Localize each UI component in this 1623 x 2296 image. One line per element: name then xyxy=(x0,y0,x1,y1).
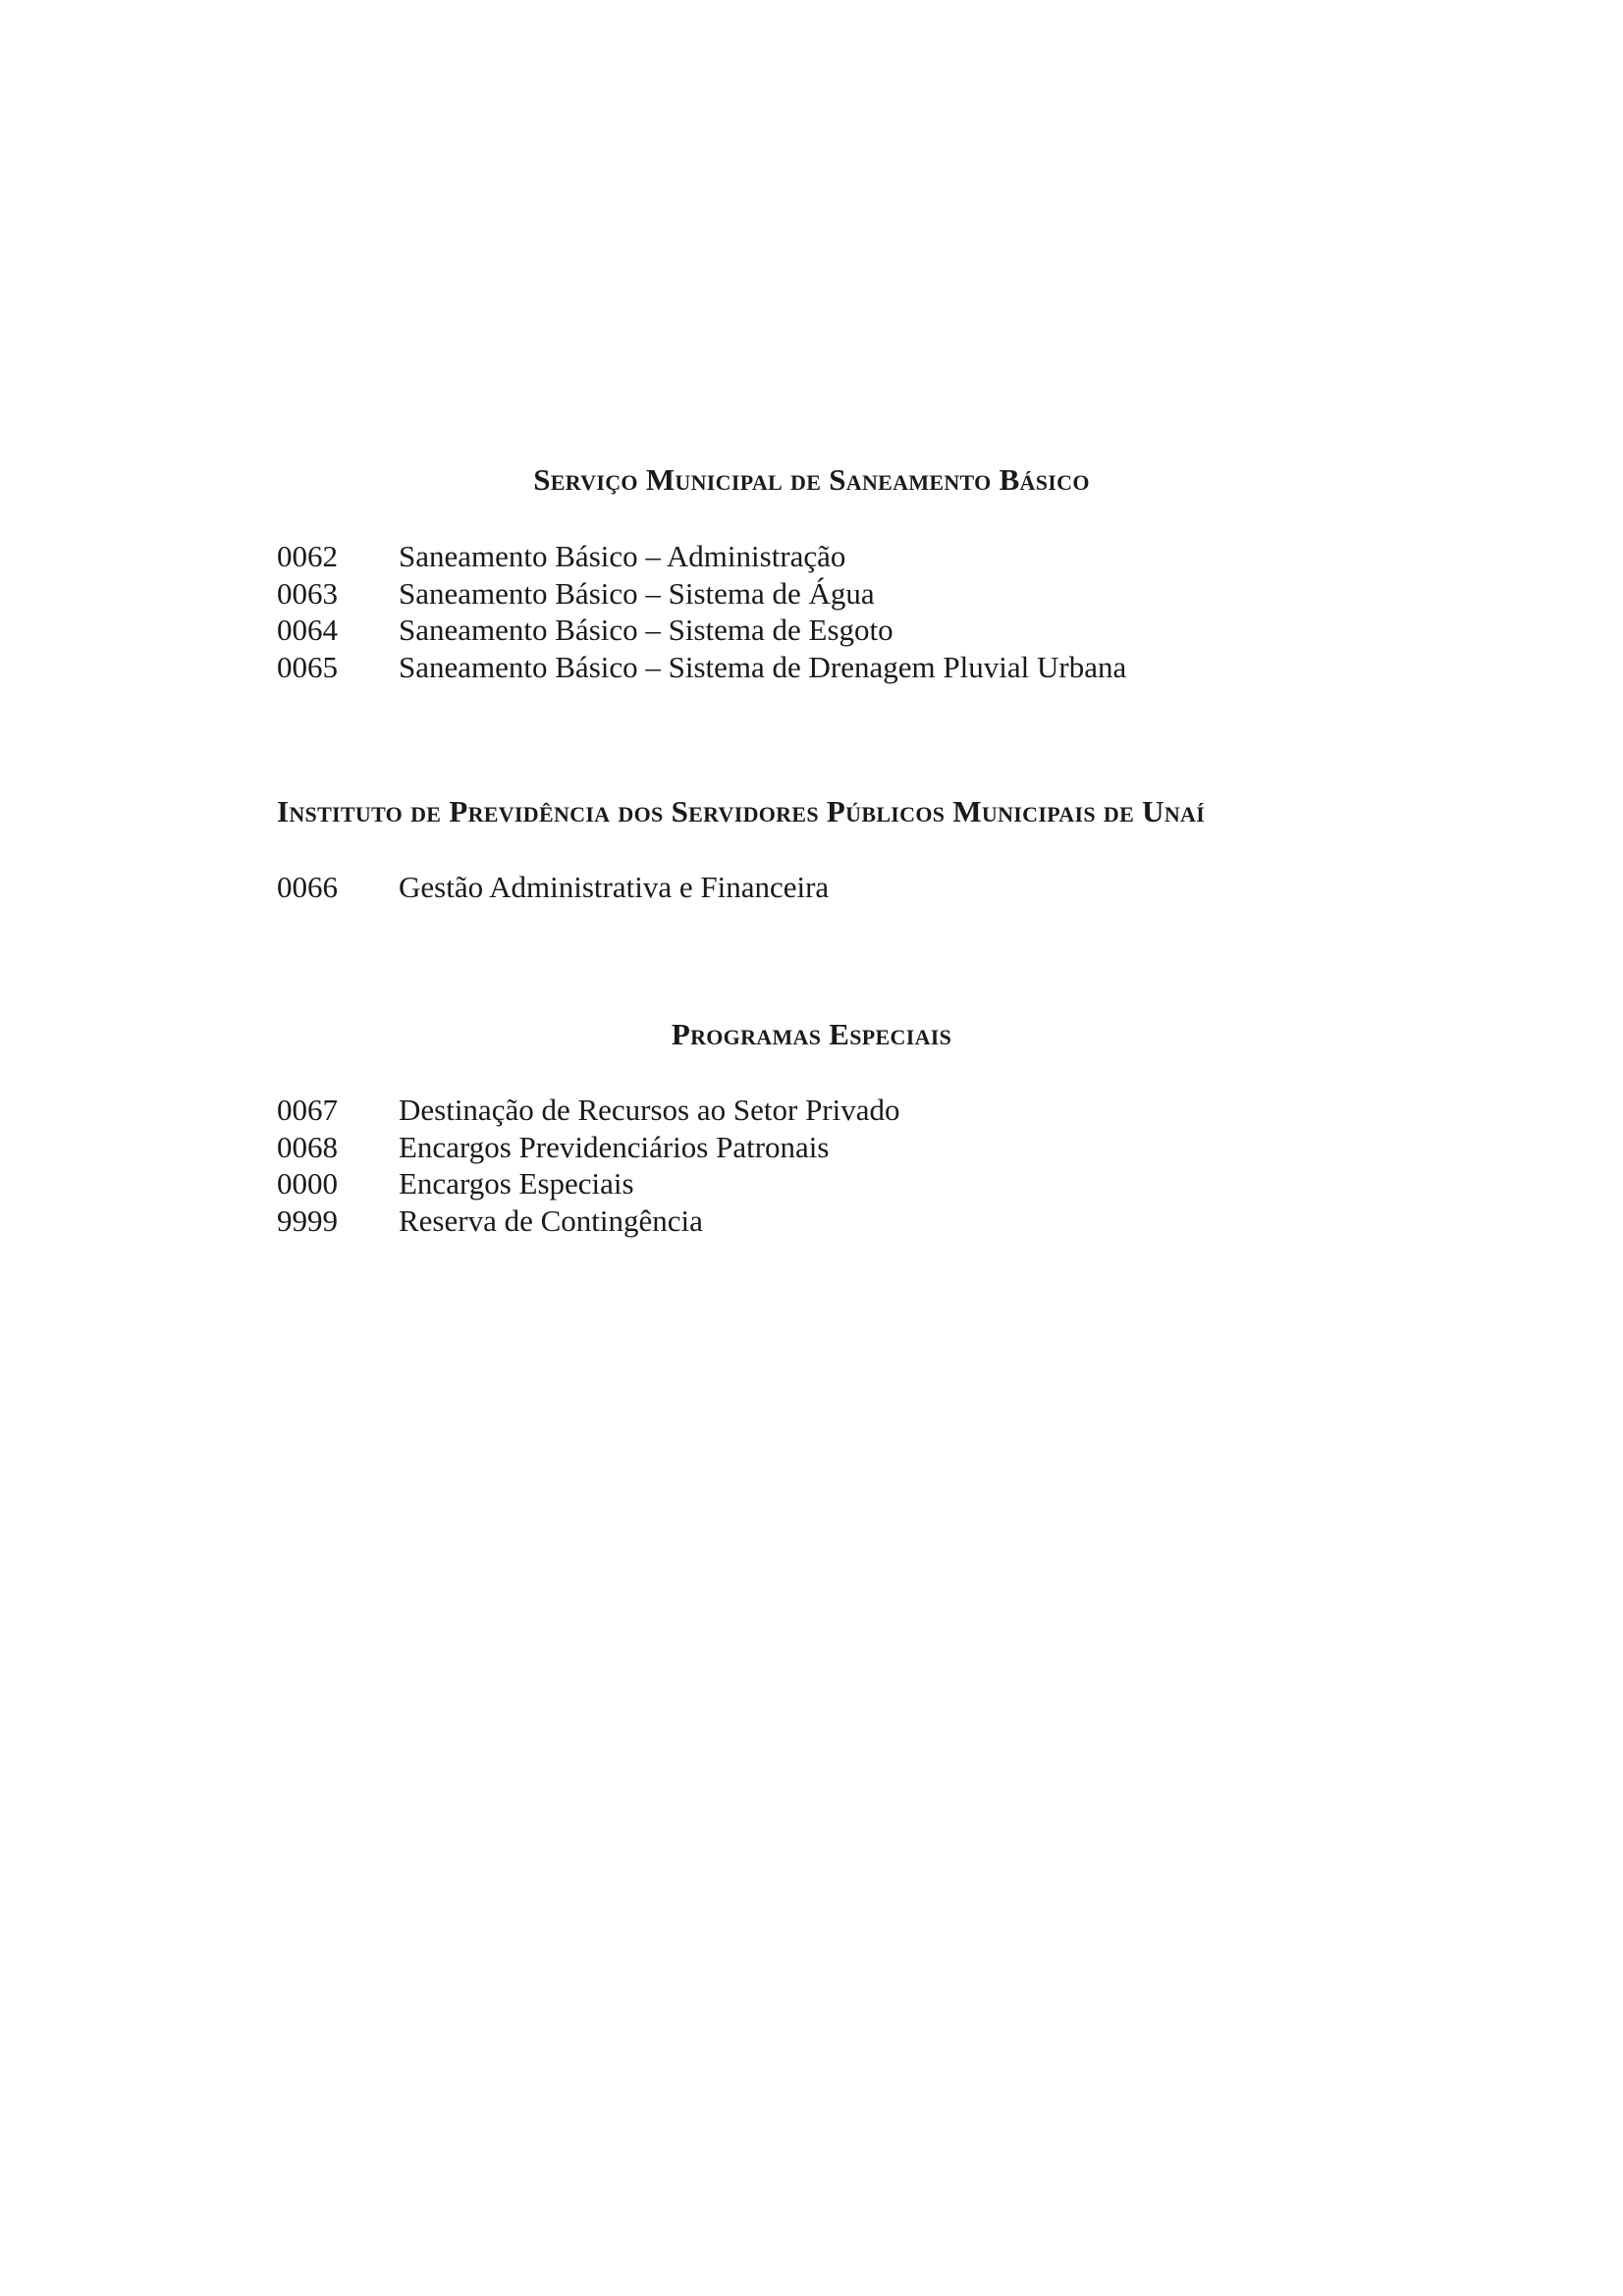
program-list-programas-especiais xyxy=(277,1092,900,1239)
program-row xyxy=(277,1202,900,1240)
program-label: Encargos Especiais xyxy=(399,1166,634,1201)
program-label: Gestão Administrativa e Financeira xyxy=(399,870,830,904)
program-code: 9999 xyxy=(277,1202,338,1238)
program-row xyxy=(277,612,1126,649)
program-code: 0000 xyxy=(277,1166,338,1201)
program-code: 0063 xyxy=(277,575,338,611)
program-code: 0064 xyxy=(277,613,338,647)
program-label: Destinação de Recursos ao Setor Privado xyxy=(399,1093,900,1127)
program-list-saneamento xyxy=(277,538,1126,685)
program-row xyxy=(277,1165,900,1202)
program-row xyxy=(277,538,1126,575)
program-row xyxy=(277,1129,900,1166)
program-label: Saneamento Básico – Sistema de Água xyxy=(399,575,875,611)
program-row xyxy=(277,1092,900,1129)
program-row xyxy=(277,649,1126,686)
program-label: Saneamento Básico – Administração xyxy=(399,539,846,573)
program-label: Saneamento Básico – Sistema de Esgoto xyxy=(399,613,893,647)
section-heading-programas-especiais: Programas Especiais xyxy=(671,1017,952,1051)
program-row xyxy=(277,869,829,906)
program-code: 0066 xyxy=(277,870,338,904)
program-code: 0067 xyxy=(277,1093,338,1127)
section-heading-instituto-previdencia: Instituto de Previdência dos Servidores Públicos Municipais de Unaí xyxy=(277,794,1206,828)
program-list-instituto-previdencia xyxy=(277,869,829,906)
program-code: 0068 xyxy=(277,1129,338,1164)
program-code: 0062 xyxy=(277,539,338,573)
program-row xyxy=(277,575,1126,613)
program-label: Saneamento Básico – Sistema de Drenagem Pluvial Urbana xyxy=(399,649,1127,684)
program-label: Encargos Previdenciários Patronais xyxy=(399,1129,830,1164)
program-code: 0065 xyxy=(277,649,338,684)
section-heading-saneamento: Serviço Municipal de Saneamento Básico xyxy=(533,462,1090,497)
program-label: Reserva de Contingência xyxy=(399,1202,703,1238)
